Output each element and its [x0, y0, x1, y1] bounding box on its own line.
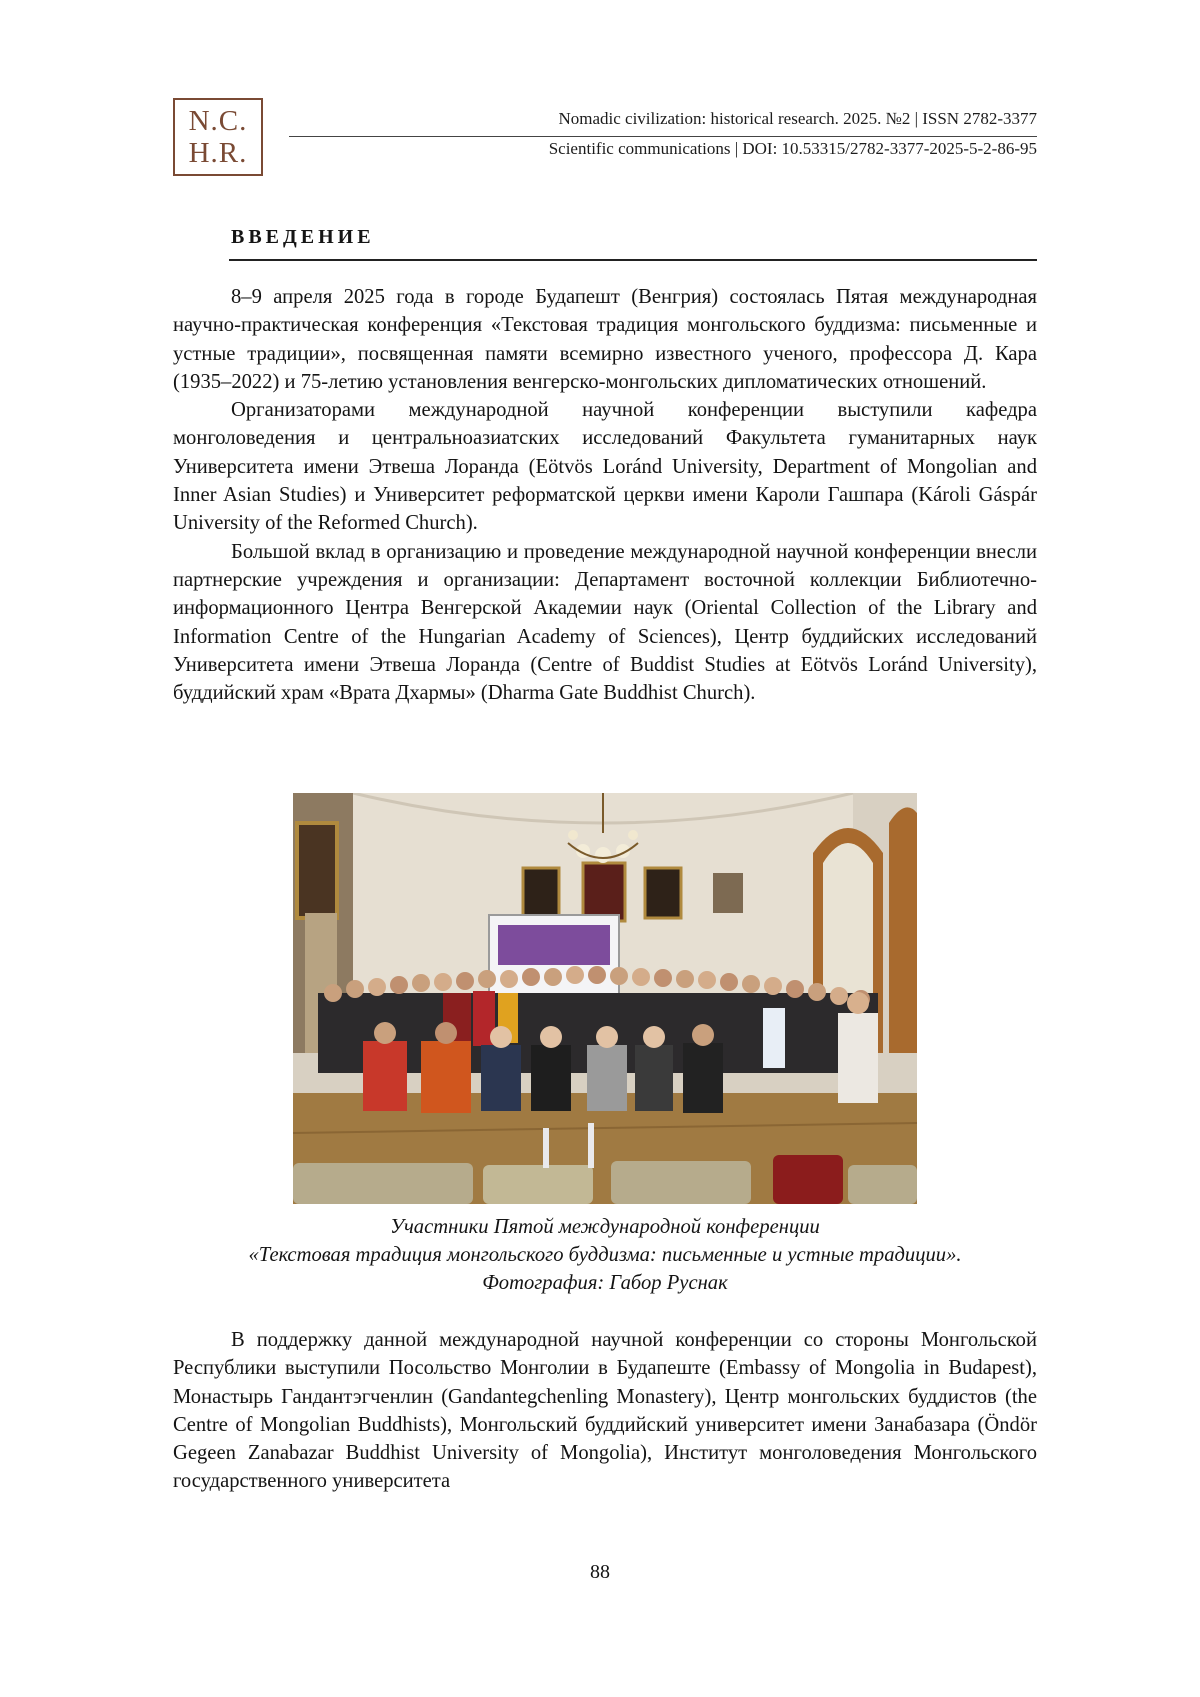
logo-line-2: H.R.: [188, 137, 248, 169]
logo-line-1: N.C.: [188, 105, 248, 137]
header-rule: [289, 136, 1037, 137]
conference-group-photo: [293, 793, 917, 1204]
caption-line-1: Участники Пятой международной конференции: [390, 1216, 820, 1238]
figure-caption: [173, 1213, 1037, 1297]
paragraph-3: Большой вклад в организацию и проведение международной научной конференции внесли партнерские учреждения и организации: Департамент восточной коллекции Библиотечно-информационного Центра Венгерской Академии наук (Oriental Collection of the Library and Information Centre of the Hungarian Academy of Sciences), Центр буддийских исследований Университета имени Этвеша Лоранда (Centre of Buddist Studies at Eötvös Loránd University), буддийский храм «Врата Дхармы» (Dharma Gate Buddhist Church).: [173, 540, 1037, 705]
doi-line: Scientific communications | DOI: 10.53315/2782-3377-2025-5-2-86-95: [548, 139, 1037, 158]
paragraph-4: В поддержку данной международной научной конференции со стороны Монгольской Республики выступили Посольство Монголии в Будапеште (Embassy of Mongolia in Budapest), Монастырь Гандантэгченлин (Gandantegchenling Monastery), Центр монгольских буддистов (the Centre of Mongolian Buddhists), Монгольский буддийский университет имени Занабазара (Öndör Gegeen Zanabazar Buddhist University of Mongolia), Институт монголоведения Монгольского государственного университета: [173, 1329, 1037, 1493]
group-photo-illustration: [293, 793, 917, 1204]
journal-line: Nomadic civilization: historical research. 2025. №2 | ISSN 2782-3377: [558, 109, 1037, 128]
section-title: ВВЕДЕНИЕ: [231, 226, 375, 248]
support-text: [173, 1326, 1037, 1496]
journal-logo: [173, 98, 263, 176]
intro-text: [173, 283, 1037, 707]
page-number: 88: [590, 1561, 610, 1583]
caption-line-2: «Текстовая традиция монгольского буддизма: письменные и устные традиции».: [248, 1244, 962, 1266]
section-rule: [229, 259, 1037, 261]
paragraph-2: Организаторами международной научной конференции выступили кафедра монголоведения и центральноазиатских исследований Факультета гуманитарных наук Университета имени Этвеша Лоранда (Eötvös Loránd University, Department of Mongolian and Inner Asian Studies) и Университет реформатской церкви имени Кароли Гашпара (Károli Gáspár University of the Reformed Church).: [173, 399, 1037, 535]
paragraph-1: 8–9 апреля 2025 года в городе Будапешт (Венгрия) состоялась Пятая международная научно-практическая конференция «Текстовая традиция монгольского буддизма: письменные и устные традиции», посвященная памяти всемирно известного ученого, профессора Д. Кара (1935–2022) и 75-летию установления венгерско-монгольских дипломатических отношений.: [173, 286, 1037, 393]
caption-line-3: Фотография: Габор Руснак: [482, 1272, 728, 1294]
